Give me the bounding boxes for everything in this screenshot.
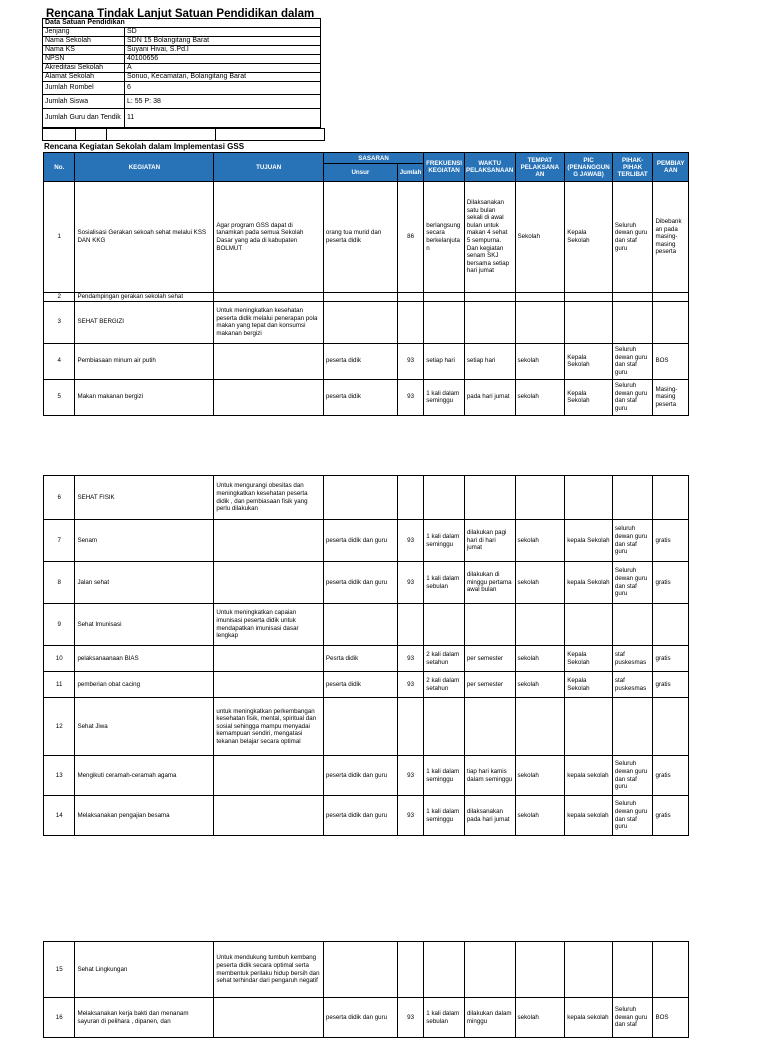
- cell-waktu: [464, 301, 515, 343]
- cell-unsur: [323, 301, 397, 343]
- info-row: [43, 64, 321, 73]
- table-row: [44, 672, 689, 698]
- cell-no: 3: [44, 301, 75, 343]
- cell-pic: kepala sekolah: [565, 756, 613, 796]
- cell-jumlah: 86: [397, 182, 423, 293]
- cell-tujuan: Untuk meningkatkan kesehatan peserta didik melalui penerapan pola makan yang tepat dan konsumsi makanan bergizi: [214, 301, 324, 343]
- cell-no: 15: [44, 942, 75, 998]
- cell-frekuensi: setiap hari: [424, 343, 465, 379]
- cell-frekuensi: [424, 604, 465, 646]
- cell-no: 5: [44, 379, 75, 415]
- cell-kegiatan: Sehat Lingkungan: [75, 942, 214, 998]
- data-satuan-heading: Data Satuan Pendidikan: [43, 19, 321, 28]
- cell-kegiatan: Melaksanakan kerja bakti dan menanam sayuran di pelihara , dipanen, dan: [75, 998, 214, 1038]
- cell-tujuan: Untuk mendukung tumbuh kembang peserta didik secara optimal serta membentuk perilaku hidup bersih dan sehat terhindar dari pengaruh negatif: [214, 942, 324, 998]
- page-title: Rencana Tindak Lanjut Satuan Pendidikan dalam: [46, 8, 315, 20]
- cell-tujuan: [214, 379, 324, 415]
- cell-waktu: [464, 476, 515, 520]
- cell-kegiatan: Pembiasaan minum air putih: [75, 343, 214, 379]
- table-row: [44, 646, 689, 672]
- cell-tempat: sekolah: [515, 756, 565, 796]
- cell-kegiatan: SEHAT FISIK: [75, 476, 214, 520]
- cell-kegiatan: Makan makanan bergizi: [75, 379, 214, 415]
- cell-pembiayaan: gratis: [653, 796, 689, 836]
- info-label: Akreditasi Sekolah: [43, 64, 125, 73]
- cell-no: 13: [44, 756, 75, 796]
- cell-waktu: [464, 942, 515, 998]
- cell-tempat: sekolah: [515, 796, 565, 836]
- cell-pic: kepala sekolah: [565, 796, 613, 836]
- cell-no: 7: [44, 520, 75, 562]
- cell-no: 16: [44, 998, 75, 1038]
- activity-table-page-3: [43, 941, 689, 1038]
- cell-tempat: sekolah: [515, 379, 565, 415]
- data-satuan-table: [42, 18, 321, 128]
- cell-tujuan: [214, 646, 324, 672]
- cell-kegiatan: Melaksanakan pengajian besama: [75, 796, 214, 836]
- info-label: Jenjang: [43, 28, 125, 37]
- info-row: [43, 46, 321, 55]
- cell-pembiayaan: gratis: [653, 672, 689, 698]
- cell-tempat: sekolah: [515, 343, 565, 379]
- cell-unsur: peserta didik: [323, 379, 397, 415]
- header-kegiatan: KEGIATAN: [75, 153, 214, 182]
- cell-pembiayaan: BOS: [653, 998, 689, 1038]
- cell-frekuensi: 1 kali dalam seminggu: [424, 756, 465, 796]
- info-label: Jumlah Siswa: [43, 95, 125, 109]
- cell-unsur: [323, 476, 397, 520]
- cell-tujuan: [214, 520, 324, 562]
- cell-waktu: tiap hari kamis dalam seminggu: [464, 756, 515, 796]
- info-value: 11: [125, 109, 321, 128]
- info-value: Suyani Hivai, S.Pd.I: [125, 46, 321, 55]
- cell-pic: [565, 301, 613, 343]
- cell-tujuan: Untuk mengurangi obesitas dan meningkatkan kesehatan peserta didik , dan pembiasaan fisik yang perlu dilakukan: [214, 476, 324, 520]
- cell-pic: kepala Sekolah: [565, 562, 613, 604]
- cell-jumlah: 93: [397, 756, 423, 796]
- cell-pihak: Seluruh dewan guru dan staf guru: [612, 182, 653, 293]
- cell-unsur: [323, 293, 397, 302]
- cell-pic: kepala Sekolah: [565, 520, 613, 562]
- cell-tujuan: [214, 293, 324, 302]
- cell-pihak: [612, 301, 653, 343]
- cell-pihak: seluruh dewan guru dan staf guru: [612, 520, 653, 562]
- cell-kegiatan: Mengikuti ceramah-ceramah agama: [75, 756, 214, 796]
- cell-jumlah: 93: [397, 343, 423, 379]
- info-value: Sonuo, Kecamatan, Bolangitang Barat: [125, 73, 321, 82]
- cell-tempat: [515, 604, 565, 646]
- cell-waktu: setiap hari: [464, 343, 515, 379]
- cell-frekuensi: 2 kali dalam setahun: [424, 672, 465, 698]
- empty-cells: [42, 128, 325, 141]
- cell-jumlah: [397, 476, 423, 520]
- cell-pembiayaan: [653, 698, 689, 756]
- cell-pembiayaan: [653, 476, 689, 520]
- header-sasaran: SASARAN: [323, 153, 423, 164]
- info-label: Nama Sekolah: [43, 37, 125, 46]
- header-pic: PIC (PENANGGUN G JAWAB): [565, 153, 613, 182]
- cell-pic: [565, 942, 613, 998]
- cell-pic: [565, 476, 613, 520]
- info-label: Jumlah Rombel: [43, 82, 125, 95]
- cell-unsur: peserta didik dan guru: [323, 796, 397, 836]
- cell-waktu: Dilaksanakan satu bulan sekali di awal bulan untuk makan 4 sehat 5 sempurna. Dan kegiatan senam SKJ bersama setiap hari jumat: [464, 182, 515, 293]
- cell-unsur: peserta didik dan guru: [323, 756, 397, 796]
- cell-pembiayaan: gratis: [653, 756, 689, 796]
- cell-waktu: dilakukan di minggu pertama awal bulan: [464, 562, 515, 604]
- table-row: [44, 756, 689, 796]
- cell-no: 4: [44, 343, 75, 379]
- cell-pic: Kepala Sekolah: [565, 379, 613, 415]
- cell-kegiatan: SEHAT BERGIZI: [75, 301, 214, 343]
- cell-no: 11: [44, 672, 75, 698]
- cell-frekuensi: [424, 293, 465, 302]
- cell-jumlah: [397, 293, 423, 302]
- cell-kegiatan: Sehat Jiwa: [75, 698, 214, 756]
- cell-pihak: [612, 698, 653, 756]
- cell-unsur: [323, 604, 397, 646]
- info-label: NPSN: [43, 55, 125, 64]
- cell-tujuan: Agar program GSS dapat di tanamkan pada semua Sekolah Dasar yang ada di kabupaten BOLMUT: [214, 182, 324, 293]
- cell-tempat: sekolah: [515, 520, 565, 562]
- cell-pembiayaan: gratis: [653, 520, 689, 562]
- cell-pembiayaan: BOS: [653, 343, 689, 379]
- cell-tujuan: [214, 756, 324, 796]
- cell-pic: [565, 293, 613, 302]
- cell-frekuensi: 1 kali dalam seminggu: [424, 520, 465, 562]
- cell-pembiayaan: [653, 942, 689, 998]
- cell-tempat: [515, 942, 565, 998]
- table-row: [44, 604, 689, 646]
- cell-unsur: orang tua murid dan peserta didik: [323, 182, 397, 293]
- header-tujuan: TUJUAN: [214, 153, 324, 182]
- cell-pembiayaan: gratis: [653, 646, 689, 672]
- table-row: [44, 293, 689, 302]
- cell-pic: [565, 698, 613, 756]
- cell-unsur: peserta didik dan guru: [323, 520, 397, 562]
- info-value: L: 55 P: 38: [125, 95, 321, 109]
- cell-kegiatan: pemberian obat cacing: [75, 672, 214, 698]
- cell-pembiayaan: [653, 604, 689, 646]
- info-value: SDN 15 Bolangitang Barat: [125, 37, 321, 46]
- cell-pic: Kepala Sekolah: [565, 646, 613, 672]
- cell-tempat: [515, 476, 565, 520]
- cell-kegiatan: pelaksanaanaan BIAS: [75, 646, 214, 672]
- header-pembiayaan: PEMBIAY AAN: [653, 153, 689, 182]
- info-row: [43, 95, 321, 109]
- cell-frekuensi: 2 kali dalam setahun: [424, 646, 465, 672]
- cell-no: 8: [44, 562, 75, 604]
- cell-kegiatan: Sosialisasi Gerakan sekoah sehat melalui KSS DAN KKG: [75, 182, 214, 293]
- cell-pic: Kepala Sekolah: [565, 343, 613, 379]
- cell-waktu: [464, 604, 515, 646]
- cell-tujuan: [214, 562, 324, 604]
- info-label: Nama KS: [43, 46, 125, 55]
- table-row: [44, 796, 689, 836]
- cell-no: 6: [44, 476, 75, 520]
- cell-jumlah: 93: [397, 520, 423, 562]
- cell-pic: Kepala Sekolah: [565, 672, 613, 698]
- cell-waktu: [464, 698, 515, 756]
- cell-pic: Kepala Sekolah: [565, 182, 613, 293]
- table-row: [44, 942, 689, 998]
- cell-jumlah: 93: [397, 562, 423, 604]
- header-tempat: TEMPAT PELAKSANA AN: [515, 153, 565, 182]
- activity-table: [43, 152, 689, 416]
- cell-frekuensi: [424, 698, 465, 756]
- cell-waktu: [464, 293, 515, 302]
- info-value: SD: [125, 28, 321, 37]
- empty-cell: [43, 129, 76, 141]
- cell-tempat: [515, 698, 565, 756]
- cell-tujuan: [214, 998, 324, 1038]
- empty-cell: [107, 129, 216, 141]
- table-row: [44, 343, 689, 379]
- cell-kegiatan: Pendampingan gerakan sekolah sehat: [75, 293, 214, 302]
- cell-no: 2: [44, 293, 75, 302]
- cell-pihak: Seluruh dewan guru dan staf guru: [612, 379, 653, 415]
- info-row: [43, 73, 321, 82]
- info-label: Alamat Sekolah: [43, 73, 125, 82]
- cell-frekuensi: [424, 942, 465, 998]
- cell-pihak: Seluruh dewan guru dan staf guru: [612, 756, 653, 796]
- cell-tempat: Sekolah: [515, 182, 565, 293]
- table-row: [44, 301, 689, 343]
- cell-unsur: peserta didik dan guru: [323, 562, 397, 604]
- cell-tempat: sekolah: [515, 562, 565, 604]
- cell-pihak: [612, 476, 653, 520]
- cell-unsur: [323, 942, 397, 998]
- cell-no: 10: [44, 646, 75, 672]
- info-value: A: [125, 64, 321, 73]
- cell-jumlah: 93: [397, 379, 423, 415]
- cell-waktu: dilaksanakan pada hari jumat: [464, 796, 515, 836]
- cell-pembiayaan: Masing-masing peserta: [653, 379, 689, 415]
- cell-pic: [565, 604, 613, 646]
- table-row: [44, 998, 689, 1038]
- cell-kegiatan: Jalan sehat: [75, 562, 214, 604]
- cell-jumlah: 93: [397, 796, 423, 836]
- cell-pihak: Seluruh dewan guru dan staf: [612, 998, 653, 1038]
- cell-waktu: pada hari jumat: [464, 379, 515, 415]
- cell-jumlah: [397, 698, 423, 756]
- cell-no: 9: [44, 604, 75, 646]
- cell-jumlah: 93: [397, 672, 423, 698]
- cell-waktu: dilakukan dalam minggu: [464, 998, 515, 1038]
- cell-no: 12: [44, 698, 75, 756]
- cell-frekuensi: berlangsung secara berkelanjuta n: [424, 182, 465, 293]
- cell-tempat: sekolah: [515, 672, 565, 698]
- cell-tujuan: Untuk meningkatkan capaian imunisasi peserta didik untuk mendapatkan imunisasi dasar lengkap: [214, 604, 324, 646]
- cell-frekuensi: 1 kali dalam seminggu: [424, 796, 465, 836]
- table-row: [44, 476, 689, 520]
- cell-jumlah: [397, 604, 423, 646]
- info-value: 40100656: [125, 55, 321, 64]
- cell-pembiayaan: [653, 293, 689, 302]
- cell-pihak: staf puskesmas: [612, 672, 653, 698]
- cell-pembiayaan: gratis: [653, 562, 689, 604]
- cell-jumlah: [397, 942, 423, 998]
- table-row: [44, 698, 689, 756]
- cell-frekuensi: 1 kali dalam sebulan: [424, 562, 465, 604]
- cell-unsur: peserta didik dan guru: [323, 998, 397, 1038]
- empty-cell: [76, 129, 107, 141]
- cell-tempat: [515, 301, 565, 343]
- cell-pic: kepala sekolah: [565, 998, 613, 1038]
- info-row: [43, 109, 321, 128]
- cell-pihak: Seluruh dewan guru dan staf guru: [612, 343, 653, 379]
- cell-unsur: peserta didik: [323, 672, 397, 698]
- cell-jumlah: 93: [397, 646, 423, 672]
- cell-no: 1: [44, 182, 75, 293]
- cell-pihak: Seluruh dewan guru dan staf guru: [612, 562, 653, 604]
- activity-table-page-2: [43, 475, 689, 836]
- cell-pihak: [612, 942, 653, 998]
- cell-waktu: dilakukan pagi hari di hari jumat: [464, 520, 515, 562]
- cell-pihak: [612, 293, 653, 302]
- header-frekuensi: FREKUENSI KEGIATAN: [424, 153, 465, 182]
- empty-cell: [216, 129, 325, 141]
- info-row: [43, 37, 321, 46]
- cell-kegiatan: Sehat Imunisasi: [75, 604, 214, 646]
- section-title: Rencana Kegiatan Sekolah dalam Implementasi GSS: [44, 142, 245, 151]
- cell-pihak: [612, 604, 653, 646]
- header-no: No.: [44, 153, 75, 182]
- cell-no: 14: [44, 796, 75, 836]
- cell-tempat: sekolah: [515, 998, 565, 1038]
- cell-frekuensi: [424, 476, 465, 520]
- table-row: [44, 379, 689, 415]
- cell-frekuensi: 1 kali dalam sebulan: [424, 998, 465, 1038]
- cell-tujuan: [214, 343, 324, 379]
- cell-unsur: [323, 698, 397, 756]
- info-label: Jumlah Guru dan Tendik: [43, 109, 125, 128]
- cell-tujuan: [214, 796, 324, 836]
- cell-kegiatan: Senam: [75, 520, 214, 562]
- cell-jumlah: 93: [397, 998, 423, 1038]
- cell-pembiayaan: Dibebank an pada masing-masing peserta: [653, 182, 689, 293]
- header-pihak: PIHAK-PIHAK TERLIBAT: [612, 153, 653, 182]
- info-row: [43, 28, 321, 37]
- cell-waktu: per semester: [464, 672, 515, 698]
- cell-frekuensi: [424, 301, 465, 343]
- cell-tempat: [515, 293, 565, 302]
- cell-unsur: Pesrta didik: [323, 646, 397, 672]
- header-unsur: Unsur: [323, 164, 397, 182]
- cell-jumlah: [397, 301, 423, 343]
- table-row: [44, 562, 689, 604]
- table-row: [44, 520, 689, 562]
- header-jumlah: Jumlah: [397, 164, 423, 182]
- table-row: [44, 182, 689, 293]
- info-row: [43, 82, 321, 95]
- cell-pembiayaan: [653, 301, 689, 343]
- cell-tujuan: [214, 672, 324, 698]
- cell-frekuensi: 1 kali dalam seminggu: [424, 379, 465, 415]
- info-row: [43, 55, 321, 64]
- cell-waktu: per semester: [464, 646, 515, 672]
- cell-pihak: Seluruh dewan guru dan staf guru: [612, 796, 653, 836]
- header-waktu: WAKTU PELAKSANAAN: [464, 153, 515, 182]
- cell-tempat: sekolah: [515, 646, 565, 672]
- info-value: 6: [125, 82, 321, 95]
- cell-pihak: staf puskesmas: [612, 646, 653, 672]
- cell-tujuan: untuk meningkatkan perkembangan kesehatan fisik, mental, spiritual dan sosial sehingga mampu menyadai kemampuan sendiri, mengatasi tekanan belajar secara optimal: [214, 698, 324, 756]
- cell-unsur: peserta didik: [323, 343, 397, 379]
